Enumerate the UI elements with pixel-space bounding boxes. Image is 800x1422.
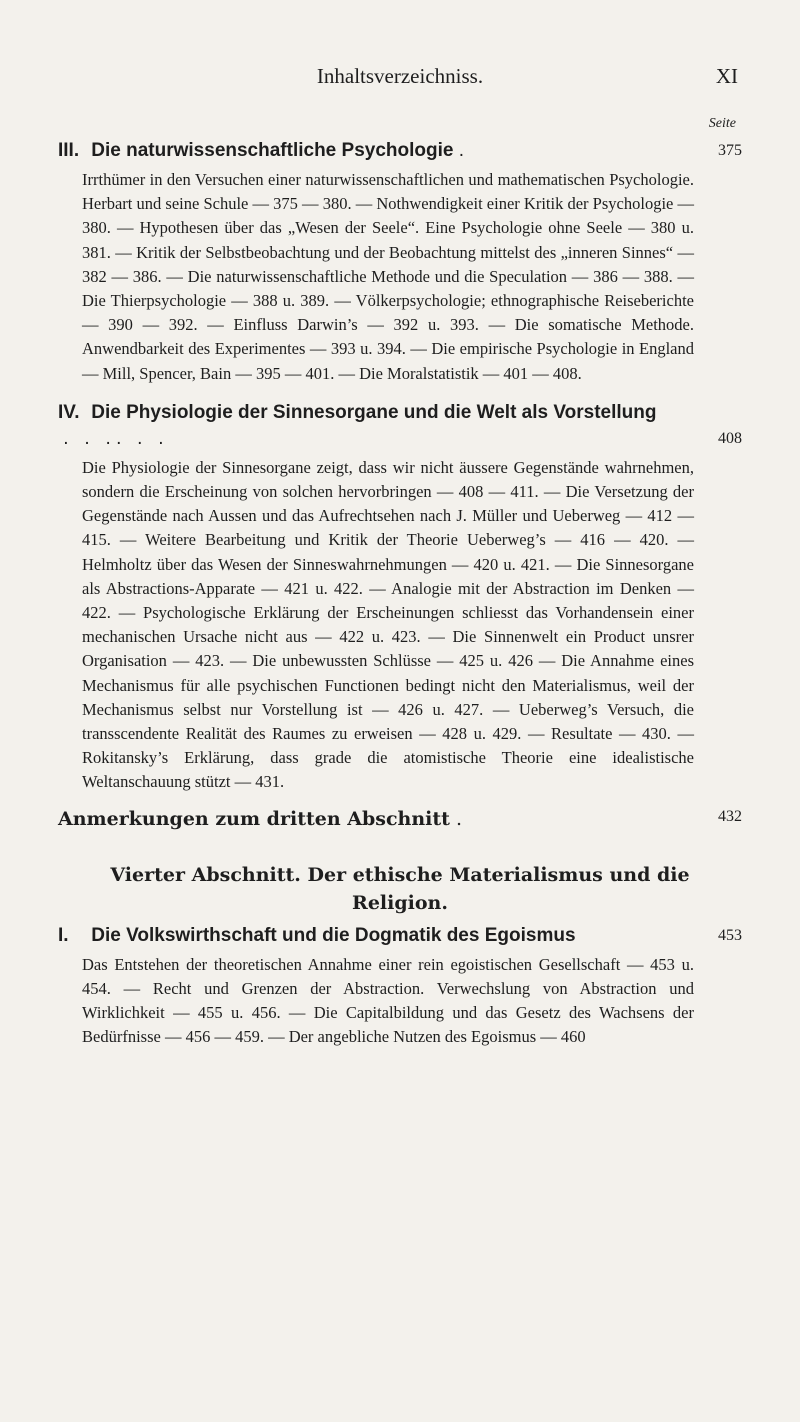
seite-column-label: Seite (708, 116, 736, 131)
entry-page: 375 (718, 142, 742, 159)
toc-content (58, 138, 742, 1063)
anmerkungen-line (58, 805, 742, 833)
anmerkungen-label: Anmerkungen zum dritten Abschnitt (58, 807, 450, 830)
entry-summary: Irrthümer in den Versuchen einer naturwissenschaftlichen und mathematischen Psychologie. Herbart und seine Schule — 375 — 380. — Nothwendigkeit einer Kritik der Psychologie — 380. — Hypothesen über das „Wesen der Seele“. Eine Psychologie ohne Seele — 380 u. 381. — Kritik der Selbstbeobachtung und der Beobachtung mittelst des „inneren Sinnes“ — 382 — 386. — Die naturwissenschaftliche Methode und die Speculation — 386 — 388. — Die Thierpsychologie — 388 u. 389. — Völkerpsychologie; ethnographische Reiseberichte — 390 — 392. — Einfluss Darwin’s — 392 u. 393. — Die somatische Methode. Anwendbarkeit des Experimentes — 393 u. 394. — Die empirische Psychologie in England — Mill, Spencer, Bain — 395 — 401. — Die Moralstatistik — 401 — 408. (82, 170, 694, 383)
entry-leader-dots: . . . . . . (58, 427, 164, 449)
anmerkungen-page: 432 (718, 807, 742, 825)
entry-summary: Das Entstehen der theoretischen Annahme einer rein egoistischen Gesellschaft — 453 u. 454. — Recht und Grenzen der Abstraction. Verwechslung von Abstraction und Wirklichkeit — 455 u. 456. — Die Capitalbildung und das Gesetz des Wachsens der Bedürfnisse — 456 — 459. — Der angebliche Nutzen des Egoismus — 460 (82, 954, 694, 1047)
entry-title: Die naturwissenschaftliche Psychologie (91, 140, 454, 161)
anmerkungen-leader-dots: . (449, 807, 463, 830)
toc-entry-heading (58, 138, 742, 164)
entry-title: Die Physiologie der Sinnesorgane und die Welt als Vorstellung (91, 401, 657, 423)
toc-entry-heading (58, 400, 742, 452)
page-number: XI (715, 64, 738, 88)
entry-number: III. (58, 140, 80, 161)
entry-page: 453 (718, 926, 742, 944)
running-head (0, 58, 800, 98)
entry-number: IV. (58, 401, 80, 423)
entry-page: 408 (718, 429, 742, 447)
toc-entry-iii (58, 138, 742, 386)
entry-summary: Die Physiologie der Sinnesorgane zeigt, dass wir nicht äussere Gegenstände wahrnehmen, sondern die Erscheinung von solchen hervorbringen — 408 — 411. — Die Versetzung der Gegenstände nach Aussen und das Aufrechtsehen nach J. Müller und Ueberweg — 412 — 415. — Weitere Bearbeitung und Kritik der Theorie Ueberweg’s — 416 — 420. — Helmholtz über das Wesen der Sinneswahrnehmungen — 420 u. 421. — Die Sinnesorgane als Abstractions-Apparate — 421 u. 422. — Analogie mit der Abstraction im Denken — 422. — Psychologische Erklärung der Erscheinungen schliesst das Vorhandensein einer mechanischen Ursache nicht aus — 422 u. 423. — Die Sinnenwelt ein Product unsrer Organisation — 423. — Die unbewussten Schlüsse — 425 u. 426 — Die Annahme eines Mechanismus für alle psychischen Functionen bedingt nicht den Materialismus, weil der Mechanismus selbst nur Vorstellung ist — 426 u. 427. — Ueberweg’s Versuch, die transscendente Realität des Raumes zu erweisen — 428 u. 429. — Resultate — 430. — Rokitansky’s Erklärung, dass grade die atomistische Theorie eine idealistische Weltanschauung stützt — 431. (82, 457, 694, 792)
section-heading-line: Vierter Abschnitt. Der ethische Materialismus und die (110, 863, 690, 886)
toc-entry-i (58, 923, 742, 1050)
toc-entry-iv (58, 400, 742, 795)
entry-number: I. (58, 924, 69, 946)
entry-leader-dots: . (453, 140, 465, 161)
section-heading-line: Religion. (352, 891, 448, 914)
section-heading-vierter-abschnitt (58, 861, 742, 917)
entry-title: Die Volkswirthschaft und die Dogmatik des Egoismus (91, 924, 576, 946)
toc-entry-heading (58, 923, 742, 949)
running-head-title: Inhaltsverzeichniss. (316, 64, 484, 88)
